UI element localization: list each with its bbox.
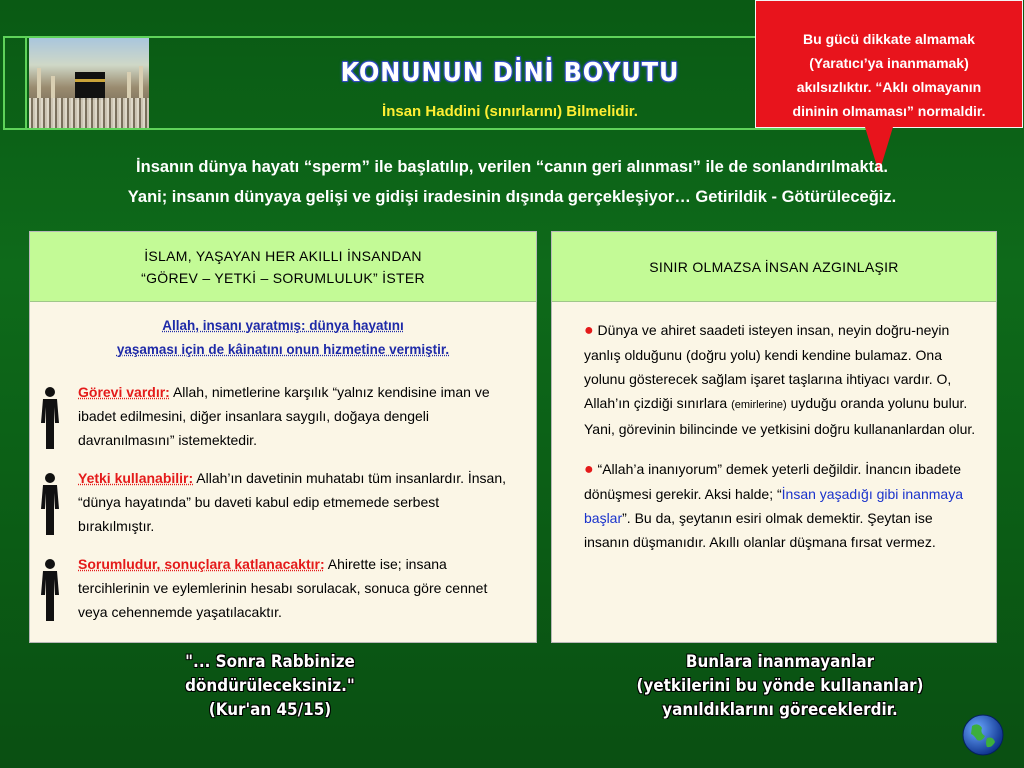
person-icon — [38, 386, 62, 452]
quote-line: döndürüleceksiniz." — [185, 676, 355, 695]
globe-icon[interactable] — [962, 714, 1004, 756]
duty-text: Allah, nimetlerine karşılık “yalnız kendisine iman ve ibadet edilmesini, diğer insanlara saygılı, doğaya dengeli davranılmasını” istemektedir. — [78, 384, 490, 448]
intro-text — [10, 152, 1014, 212]
p1-text-a: Dünya ve ahiret saadeti isteyen insan, neyin doğru-neyin yanlış olduğunu (doğru yolu) kendi kendine bulamaz. Ona yolunu gösterecek sağlam işaret taşlarına ihtiyacı vardır. O, Allah’ın çizdiği sınırlara — [584, 322, 952, 411]
quote-line: "... Sonra Rabbinize — [185, 652, 355, 671]
p2-text-a: “Allah’a inanıyorum” demek yeterli değildir. İnancın ibadete dönüşmesi gerekir. Aksi halde; “ — [584, 461, 961, 502]
responsibility-item — [30, 552, 536, 624]
responsibility-label: Sorumludur, sonuçlara katlanacaktır: — [78, 556, 325, 572]
duty-label: Görevi vardır: — [78, 384, 170, 400]
left-lead — [30, 314, 536, 362]
page-subtitle: İnsan Haddini (sınırlarını) Bilmelidir. — [382, 103, 638, 120]
right-paragraph-2 — [584, 457, 980, 554]
p1-text-b: uyduğu oranda yolunu bulur. Yani, görevinin bilincinde ve yetkisini doğru kullananlardan olur. — [584, 395, 976, 437]
note-line: Bunlara inanmayanlar — [685, 652, 875, 671]
callout-line: akılsızlıktır. “Aklı olmayanın — [796, 79, 982, 95]
header-left-stub — [3, 36, 27, 130]
closing-note — [596, 650, 964, 722]
right-panel — [551, 231, 997, 643]
intro-line: Yani; insanın dünyaya gelişi ve gidişi iradesinin dışında gerçekleşiyor… Getirildik - Götürüleceğiz. — [127, 188, 897, 206]
authority-text: Allah’ın davetinin muhatabı tüm insanlardır. İnsan, “dünya hayatında” bu daveti kabul edip etmemede serbest bırakılmıştır. — [78, 470, 507, 534]
note-line: yanıldıklarını göreceklerdir. — [662, 700, 898, 719]
right-panel-heading: SINIR OLMAZSA İNSAN AZGINLAŞIR — [552, 232, 996, 302]
lead-line: Allah, insanı yaratmış: dünya hayatını — [162, 318, 404, 333]
right-panel-body — [552, 302, 996, 554]
responsibility-text: Ahirette ise; insana tercihlerinin ve eylemlerinin hesabı sorulacak, sonuca göre cennet veya cehennemde yaşatılacaktır. — [78, 556, 488, 620]
authority-label: Yetki kullanabilir: — [78, 470, 194, 486]
p1-small: (emirlerine) — [731, 399, 787, 411]
quote-line: (Kur'an 45/15) — [208, 700, 332, 719]
callout-line: Bu gücü dikkate almamak — [803, 31, 975, 47]
page-title: KONUNUN DİNİ BOYUTU — [340, 58, 680, 88]
lead-line: yaşaması için de kâinatını onun hizmetine vermiştir. — [116, 342, 450, 357]
bullet-icon: ● — [584, 461, 594, 478]
right-paragraph-1 — [584, 318, 980, 441]
callout-line: dininin olmaması” normaldir. — [792, 103, 986, 119]
bullet-icon: ● — [584, 322, 594, 339]
left-panel — [29, 231, 537, 643]
callout-line: (Yaratıcı’ya inanmamak) — [809, 55, 969, 71]
quran-quote — [132, 650, 408, 722]
duty-item — [30, 380, 536, 452]
p2-blue: İnsan yaşadığı gibi inanmaya başlar — [584, 486, 963, 526]
p2-text-b: ”. Bu da, şeytanın esiri olmak demektir. Şeytan ise insanın düşmanıdır. Akıllı olanlar düşmana fırsat vermez. — [584, 510, 936, 550]
note-line: (yetkilerini bu yönde kullananlar) — [636, 676, 924, 695]
intro-line: İnsanın dünya hayatı “sperm” ile başlatılıp, verilen “canın geri alınması” ile de sonlandırılmakta. — [136, 158, 888, 176]
authority-item — [30, 466, 536, 538]
left-panel-heading — [30, 232, 536, 302]
person-icon — [38, 472, 62, 538]
left-panel-body — [30, 314, 536, 624]
left-heading-line: “GÖREV – YETKİ – SORUMLULUK” İSTER — [141, 269, 425, 286]
left-heading-line: İSLAM, YAŞAYAN HER AKILLI İNSANDAN — [144, 247, 422, 264]
kaaba-photo — [29, 38, 149, 128]
callout-box — [755, 0, 1023, 128]
person-icon — [38, 558, 62, 624]
